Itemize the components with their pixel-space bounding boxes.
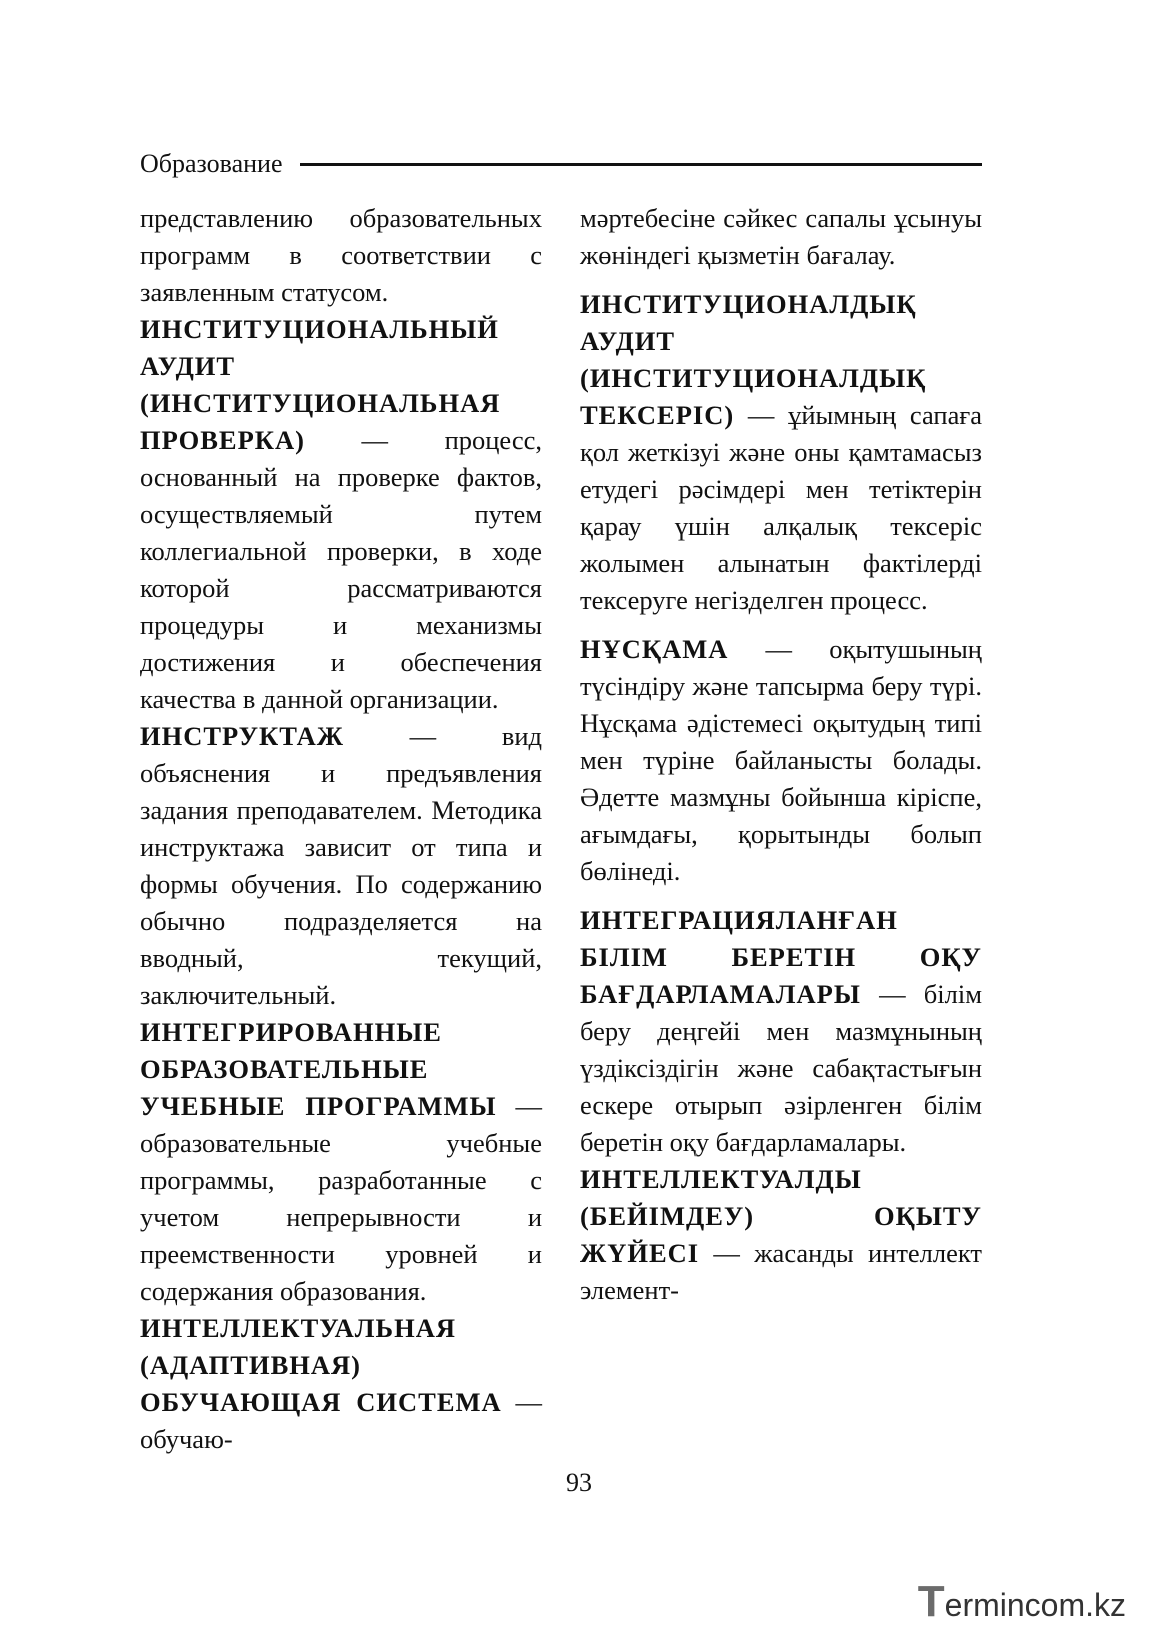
entry-dash: — [734, 400, 789, 430]
logo-letter: T [917, 1577, 945, 1626]
logo-text: ermincom.kz [944, 1587, 1126, 1623]
right-column [580, 200, 982, 1309]
entry-text: представлению образовательных программ в соответствии с заявленным статусом. [140, 203, 542, 307]
page-number: 93 [566, 1468, 592, 1497]
entry-text: вид объяснения и предъявления задания преподавателем. Методика инструктажа зависит от типа и формы обучения. По содержанию обычно подразделяется на вводный, текущий, заключительный. [140, 721, 542, 1010]
entry-intelligent-system [140, 1310, 542, 1458]
entry-institutional-audit [580, 286, 982, 619]
entry-dash: — [699, 1238, 755, 1268]
entry-dash: — [304, 425, 445, 455]
entry-integrated-programs [140, 1014, 542, 1310]
running-header [140, 146, 982, 182]
entry-text: ұйымның сапаға қол жеткізуі және оны қамтамасыз етудегі рәсімдері мен тетіктерін қарау үшін алқалық тексеріс жолымен алынатын фактілерді тексеруге негізделген процесс. [580, 400, 982, 615]
header-rule [300, 163, 982, 166]
entry-instruction [580, 631, 982, 890]
entry-dash: — [496, 1091, 542, 1121]
left-column [140, 200, 542, 1458]
entry-term: ИНСТРУКТАЖ [140, 721, 344, 751]
entry-term: ИНСТИТУЦИОНАЛЬНЫЙ АУДИТ (ИНСТИТУЦИОНАЛЬНАЯ ПРОВЕРКА) [140, 314, 501, 455]
entry-continued [580, 200, 982, 274]
site-logo [917, 1577, 1126, 1626]
entry-dash: — [343, 721, 502, 751]
entry-dash: — [860, 979, 924, 1009]
entry-text: жасанды интеллект элемент- [580, 1238, 982, 1305]
entry-intelligent-system [580, 1161, 982, 1309]
entry-term: НҰСҚАМА [580, 634, 729, 664]
entry-term: ИНТЕЛЛЕКТУАЛДЫ (БЕЙІМДЕУ) ОҚЫТУ ЖҮЙЕСІ [580, 1164, 982, 1268]
entry-dash: — [501, 1387, 542, 1417]
entry-term: ИНТЕГРИРОВАННЫЕ ОБРАЗОВАТЕЛЬНЫЕ УЧЕБНЫЕ ПРОГРАММЫ [140, 1017, 497, 1121]
entry-instruction [140, 718, 542, 1014]
entry-term: ИНТЕГРАЦИЯЛАНҒАН БІЛІМ БЕРЕТІН ОҚУ БАҒДАРЛАМАЛАРЫ [580, 905, 982, 1009]
entry-text: процесс, основанный на проверке фактов, осуществляемый путем коллегиальной проверки, в ходе которой рассматриваются процедуры и механизмы достижения и обеспечения качества в данной организации. [140, 425, 542, 714]
section-title: Образование [140, 149, 283, 178]
entry-text: білім беру деңгейі мен мазмұнының үздіксіздігін және сабақтастығын ескере отырып әзірленген білім беретін оқу бағдарламалары. [580, 979, 982, 1157]
entry-term: ИНСТИТУЦИОНАЛДЫҚ АУДИТ (ИНСТИТУЦИОНАЛДЫҚ ТЕКСЕРІС) [580, 289, 927, 430]
entry-term: ИНТЕЛЛЕКТУАЛЬНАЯ (АДАПТИВНАЯ) ОБУЧАЮЩАЯ СИСТЕМА [140, 1313, 502, 1417]
entry-text: обучаю- [140, 1424, 233, 1454]
entry-dash: — [728, 634, 830, 664]
entry-integrated-programs [580, 902, 982, 1161]
entry-continued [140, 200, 542, 311]
entry-text: образовательные учебные программы, разработанные с учетом непрерывности и преемственности уровней и содержания образования. [140, 1128, 542, 1306]
entry-text: оқытушының түсіндіру және тапсырма беру түрі. Нұсқама әдістемесі оқытудың типі мен түріне байланысты болады. Әдетте мазмұны бойынша кіріспе, ағымдағы, қорытынды болып бөлінеді. [580, 634, 982, 886]
entry-text: мәртебесіне сәйкес сапалы ұсынуы жөніндегі қызметін бағалау. [580, 203, 982, 270]
entry-institutional-audit [140, 311, 542, 718]
